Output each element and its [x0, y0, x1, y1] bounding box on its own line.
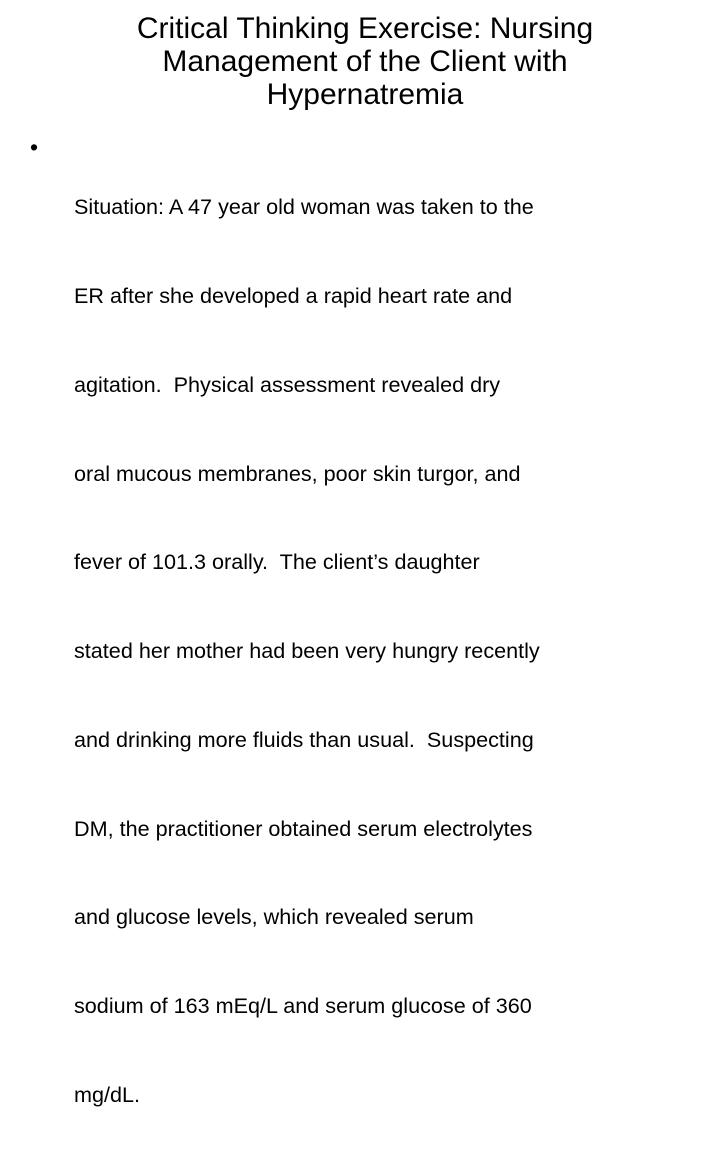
slide-title: [40, 12, 690, 111]
body-line-9: and glucose levels, which revealed serum: [74, 904, 474, 930]
bullet-icon: •: [30, 134, 39, 160]
body-line-1: Situation: A 47 year old woman was taken to the: [74, 194, 534, 220]
body-line-10: sodium of 163 mEq/L and serum glucose of 360: [74, 993, 532, 1019]
body-line-7: and drinking more fluids than usual. Suspecting: [74, 726, 534, 752]
body-line-6: stated her mother had been very hungry recently: [74, 638, 540, 664]
body-line-8: DM, the practitioner obtained serum electrolytes: [74, 815, 533, 841]
body-line-5: fever of 101.3 orally. The client’s daughter: [74, 549, 480, 575]
situation-text: [74, 133, 690, 1169]
body-line-3: agitation. Physical assessment revealed dry: [74, 371, 501, 397]
title-line-3: Hypernatremia: [266, 78, 464, 111]
slide-body: [30, 133, 690, 1169]
body-line-4: oral mucous membranes, poor skin turgor, and: [74, 460, 521, 486]
title-line-1: Critical Thinking Exercise: Nursing: [136, 12, 594, 45]
body-line-11: mg/dL.: [74, 1082, 141, 1107]
bullet-item-situation: [30, 133, 690, 1169]
title-line-2: Management of the Client with: [162, 45, 568, 78]
body-line-2: ER after she developed a rapid heart rate and: [74, 282, 513, 308]
